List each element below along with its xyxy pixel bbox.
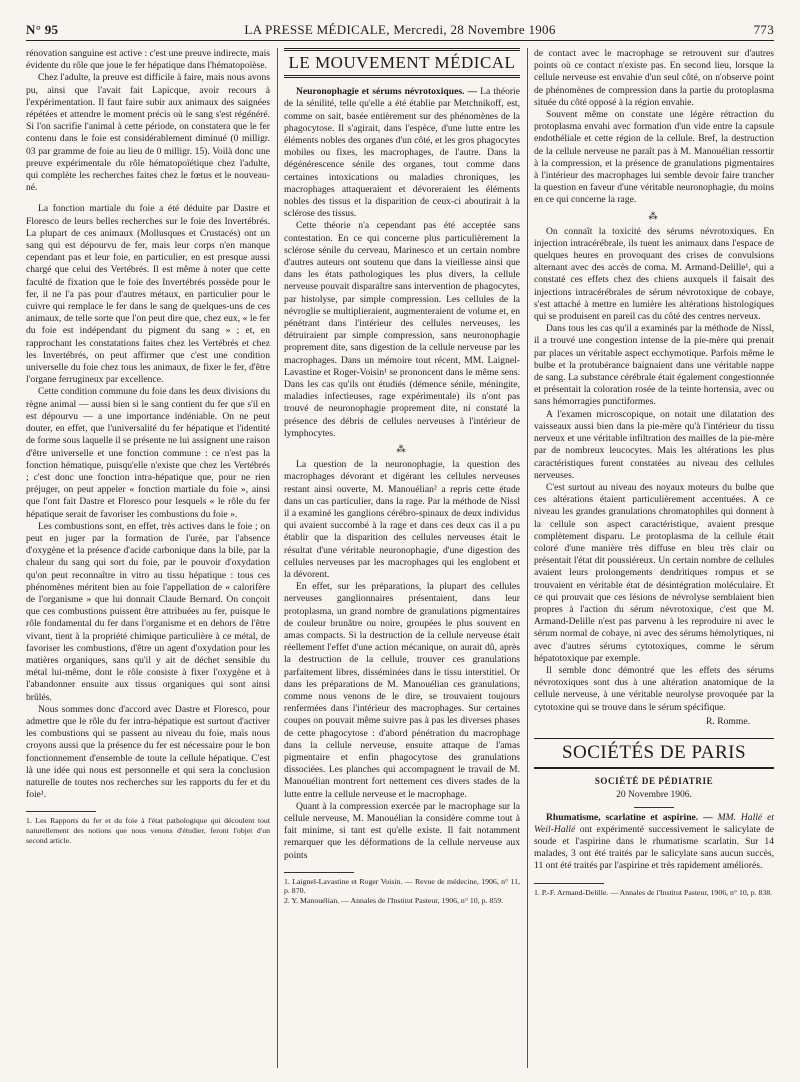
paragraph: A l'examen microscopique, on notait une dilatation des vaisseaux aussi bien dans la pie-mère qu'à l'intérieur du tissu nerveux et une véritable infiltration des mailles de la pie-mère par de nombreux leucocytes. Mais les altérations les plus caractéristiques furent constatées au niveau des cellules nerveuses.: [534, 408, 774, 481]
article-title: Neuronophagie et sérums névrotoxiques. —: [296, 86, 478, 98]
entry-authors: MM. Hallé et Weil-Hallé: [534, 811, 774, 835]
paragraph: [284, 86, 520, 220]
footnote: 1. P.-F. Armand-Delille. — Annales de l'Institut Pasteur, 1906, n° 10, p. 838.: [534, 887, 773, 897]
paragraph: On connaît la toxicité des sérums névrotoxiques. En injection intracérébrale, ils tuent les animaux dans l'espace de quelques heures en provoquant des crises de convulsions alternant avec des accès de coma. M. Armand-Delille¹, qui a constaté ces effets chez des chiens auxquels il faisait des injections intracérébrales de sérum névrotoxique de cobaye, s'est attaché à mettre en lumière les altérations histologiques qui se produisent en pareil cas du côté des centres nerveux.: [534, 225, 774, 323]
paragraph: La fonction martiale du foie a été déduite par Dastre et Floresco de leurs belles recherches sur le foie des Invertébrés. La plupart de ces animaux (Mollusques et Crustacés) ont un sang qui est dépourvu de fer, mais leur corps n'en manque cependant pas et leur foie, en particulier, en est presque aussi chargé que celui des Vertébrés. Il est même à noter que cette faculté de fixation que le foie des Invertébrés possède pour le fer, il ne l'a pas pour d'autres métaux, en particulier pour le cuivre qui remplace le fer dans le sang de quelques-uns de ces animaux, de telle sorte que l'on peut dire que, chez eux, « le fer du foie est indépendant du pigment du sang » ; et, en rapprochant les constatations faites chez les Vertébrés et chez les Invertébrés, on peut affirmer que c'est une condition universelle du foie chez tous les animaux, de fixer le fer, d'être l'organe ferrugineux par excellence.: [26, 203, 270, 386]
running-header: [26, 22, 774, 40]
entry-text: ont expérimenté successivement le salicylate de soude et l'aspirine dans le rhumatisme scarlatin. Sur 14 malades, 3 ont été traités par le salicylate sans aucun succès, 11 ont été traités par l'aspirine et très rapidement améliorés.: [534, 823, 774, 872]
entry-title: Rhumatisme, scarlatine et aspirine. —: [546, 811, 713, 823]
section-separator: ⁂: [648, 210, 660, 221]
column-divider: [527, 48, 528, 1068]
paragraph: Les combustions sont, en effet, très actives dans le foie ; on peut en juger par la formation de l'urée, par l'absence d'oxygène et la présence d'acide carbonique dans la bile, par la chaleur du sang qui sort du foie, par le pouvoir d'oxydation qu'on peut reconnaître in vitro au tissu hépatique : tous ces phénomènes méritent bien au foie l'appellation de « calorifère de l'organisme » que lui donnait Claude Bernard. On conçoit que ces combustions puissent être attribuées au fer, puisque le rôle fondamental du fer dans l'organisme et en dehors de l'être vivant, tient à la propriété chimique particulière à ce métal, de favoriser les combustions, d'être un agent d'oxydation pour les matières organiques, sans qu'il y ait de déchet sensible du métal lui-même, dont le rôle consiste à fixer l'oxygène et à l'abandonner ensuite aux tissus organiques qui sont ainsi brûlés.: [26, 520, 270, 703]
footnote-rule: [534, 883, 604, 884]
paragraph: [534, 812, 774, 873]
column-middle: [284, 48, 520, 1068]
footnote-rule: [284, 872, 354, 873]
paragraph: Chez l'adulte, la preuve est difficile à faire, mais nous avons pu, ainsi que l'avait fait Lapicque, avoir recours à l'expérimentation. Il faut faire subir aux animaux des saignées répétées et attendre le moment précis où le sang s'est régénéré. Si l'on sacrifie l'animal à cette période, on constatera que le fer contenu dans le foie est considérablement diminué (0 milligr. 03 par gramme de foie au lieu de 0 milligr. 15). Voilà donc une preuve expérimentale du rôle hématopoïétique chez l'adulte, qui complète les recherches faites chez le fœtus et le nouveau-né.: [26, 72, 270, 194]
footnote: 2. Y. Manouélian. — Annales de l'Institut Pasteur, 1906, n° 10, p. 859.: [284, 895, 504, 905]
divider: [634, 807, 674, 808]
section-heading: SOCIÉTÉS DE PARIS: [534, 738, 774, 759]
section-heading: LE MOUVEMENT MÉDICAL: [284, 48, 520, 78]
paragraph: La question de la neuronophagie, la question des macrophages dévorant et digérant les cellules nerveuses restant ainsi ouverte, M. Manouélian² a repris cette étude dans un cas particulier, dans la rage. Par la méthode de Nissl il a examiné les ganglions cérébro-spinaux de deux individus qui avaient succombé à la rage et dans ces deux cas il a pu établir que la disparition des cellules nerveuses était le résultat d'une véritable neuronophagie, d'une digestion des cellules nerveuses par les macrophages qui les englobent et la dévorent.: [284, 459, 520, 580]
paragraph: Cette condition commune du foie dans les deux divisions du règne animal — aussi bien si le sang contient du fer que s'il en est dépourvu — a une importance indéniable. On ne peut douter, en effet, que l'universalité du fer hépatique et l'identité de forme sous laquelle il se présente ne lui assignent une raison d'être universelle et une fonction commune : ce n'est pas la fonction hématique, puisqu'elle n'existe que chez les Vertébrés ; c'est donc une fonction intra-hépatique que, pour ne rien préjuger, on peut appeler « fonction martiale du foie », ainsi que l'ont fait Dastre et Floresco pour lesquels « le rôle du fer hépatique serait de favoriser les combustions du foie ».: [26, 386, 270, 520]
footnote: 1. Laignel-Lavastine et Roger Voisin. — Revue de médecine, 1906, n° 11, p. 870.: [284, 876, 520, 896]
column-right: [534, 48, 774, 1068]
paragraph: En effet, sur les préparations, la plupart des cellules nerveuses ganglionnaires présentaient, dans leur protoplasma, un grand nombre de granulations pigmentaires de couleur brunâtre ou noire, groupées le plus souvent en amas compacts. Si la destruction de la cellule nerveuse était réellement l'effet d'une action mécanique, on aurait dû, après la destruction de la cellule, trouver ces granulations parfaitement libres, disséminées dans le tissu interstitiel. Or dans les préparations de M. Manouélian ces granulations, comme nous venons de le dire, se trouvaient toujours renfermées dans l'intérieur des macrophages. Sur certaines coupes on pouvait même suivre pas à pas les diverses phases de cette phagocytose : d'abord pénétration du macrophage dans la cellule nerveuse, ensuite attaque de l'amas pigmentaire et enfin phagocytose des granulations dissociées. Les planches qui accompagnent le travail de M. Manouélian montrent fort nettement ces divers stades de la lutte entre la cellule nerveuse et le macrophage.: [284, 581, 520, 800]
heading-rule: [534, 767, 774, 769]
header-rule: [26, 40, 774, 41]
society-name: SOCIÉTÉ DE PÉDIATRIE: [594, 776, 714, 787]
paragraph: de contact avec le macrophage se retrouvent sur d'autres points où ce contact n'existe pas. En second lieu, lorsque la cellule nerveuse est envahie d'un seul côté, on n'observe point de phénomènes de compression dans la partie du protoplasma située du côté opposé à la région envahie.: [534, 48, 774, 108]
footnote-rule: [26, 811, 96, 812]
paragraph-text: La théorie de la sénilité, telle qu'elle a été établie par Metchnikoff, est, comme on sait, basée entièrement sur des phénomènes de la phagocytose. Il s'agirait, dans l'espèce, d'une lutte entre les éléments nobles des organes d'un côté, et les gros phagocytes mobiles ou fixes, les macrophages, de l'autre. Dans la dégénérescence sénile des organes, tout comme dans certaines intoxications ou maladies chroniques, les macrophages attaqueraient et dévoreraient les éléments nobles des tissus et la disparition de ceux-ci aboutirait à la sclérose des tissus.: [284, 86, 520, 220]
author-signature: R. Romme.: [706, 715, 750, 727]
paragraph: C'est surtout au niveau des noyaux moteurs du bulbe que ces altérations étaient particulièrement accentuées. A ce niveau les grandes granulations chromatophiles qui donnent à la cellule son aspect caractéristique, avaient presque complètement disparu. Le protoplasma de la cellule était coloré d'une manière très diffuse en bleu très clair ou présentait l'état dit poussiéreux. Un certain nombre de cellules avaient leurs prolongements dendritiques rompus et se trouvaient en véritable état de désintégration moléculaire. Et ce qui prouvait que ces lésions de névrolyse semblaient bien propres à l'action du sérum névrotoxique, c'est que M. Armand-Delille n'est pas parvenu à les reproduire ni avec le sérum normal de cobaye, ni avec des sérums hémolytiques, ni avec d'autres sérums cytotoxiques, comme le sérum hépatotoxique par exemple.: [534, 481, 774, 664]
paragraph: Quant à la compression exercée par le macrophage sur la cellule nerveuse, M. Manouélian la considère comme tout à fait minime, si tant est qu'elle existe. Il fait notamment remarquer que les déformations de la cellule nerveuse aux points: [284, 800, 520, 861]
column-left: [26, 48, 270, 1068]
paragraph: Souvent même on constate une légère rétraction du protoplasma envahi avec formation d'un vide entre la capsule endothéliale et cette région de la cellule. Bref, la destruction de la cellule nerveuse ne paraît pas à M. Manouélian ressortir à la compression, et la présence de granulations pigmentaires à l'intérieur des macrophages lui semble devoir faire trancher la question en faveur d'une véritable neuronophagie, du moins en ce qui concerne la rage.: [534, 109, 774, 206]
page-number: 773: [753, 22, 774, 37]
paragraph: Nous sommes donc d'accord avec Dastre et Floresco, pour admettre que le rôle du fer intra-hépatique est surtout d'activer les combustions qui se passent au niveau du foie, mais nous croyons aussi que la présence du fer est nécessaire pour le bon fonctionnement d'ensemble de toute la cellule hépatique. C'est là une idée qui nous est personnelle et qui sera la conclusion naturelle de toutes nos recherches sur les rapports du fer et du foie¹.: [26, 703, 270, 801]
paragraph: Cette théorie n'a cependant pas été acceptée sans contestation. En ce qui concerne plus particulièrement la sclérose sénile du cerveau, Marinesco et un certain nombre d'autres auteurs ont soutenu que dans la vieillesse ainsi que dans les états pathologiques les plus divers, la cellule nerveuse pouvait disparaître sans intervention de phagocytes, par histolyse, par simple compression. Les cellules de la névroglie se multiplieraient, augmenteraient de volume et, en pénétrant dans l'intérieur des cellules nerveuses, les détruiraient par simple compression, sans neuronophagie proprement dite, sans digestion de la cellule nerveuse par les macrophages. Dans un mémoire tout récent, MM. Laignel-Lavastine et Roger-Voisin¹ se prononcent dans le même sens. Dans les cas qu'ils ont étudiés (démence sénile, méningite, maladies infectieuses, rage expérimentale) ils n'ont pas trouvé de neuronophagie proprement dite, ni constaté la présence des débris de cellules nerveuses à l'intérieur de lymphocytes.: [284, 220, 520, 439]
journal-title: LA PRESSE MÉDICALE, Mercredi, 28 Novembre 1906: [244, 22, 556, 37]
paragraph: rénovation sanguine est active : c'est une preuve indirecte, mais évidente du rôle que joue le fer hépatique dans l'hématopoïèse.: [26, 48, 270, 72]
session-date: 20 Novembre 1906.: [616, 790, 692, 801]
section-separator: ⁂: [396, 444, 408, 455]
issue-number: N° 95: [26, 22, 59, 37]
paragraph: Il semble donc démontré que les effets des sérums névrotoxiques sont dus à une altération anatomique de la cellule nerveuse, à une véritable neurolyse provoquée par la cytotoxine qui se trouve dans le sérum spécifique.: [534, 664, 774, 713]
footnote: 1. Les Rapports du fer et du foie à l'état pathologique qui découlent tout naturellement des notions que nous venons d'étudier, feront l'objet d'un second article.: [26, 816, 270, 845]
paragraph: Dans tous les cas qu'il a examinés par la méthode de Nissl, il a trouvé une congestion intense de la pie-mère qui prenait par places un véritable aspect ecchymotique. Parfois même le bulbe et la protubérance baignaient dans une véritable nappe de sang. La substance cérébrale était également congestionnée et présentait la coloration rosée de la teinte hortensia, avec ou sans hémorragies punctiformes.: [534, 323, 774, 408]
column-divider: [277, 48, 278, 1068]
